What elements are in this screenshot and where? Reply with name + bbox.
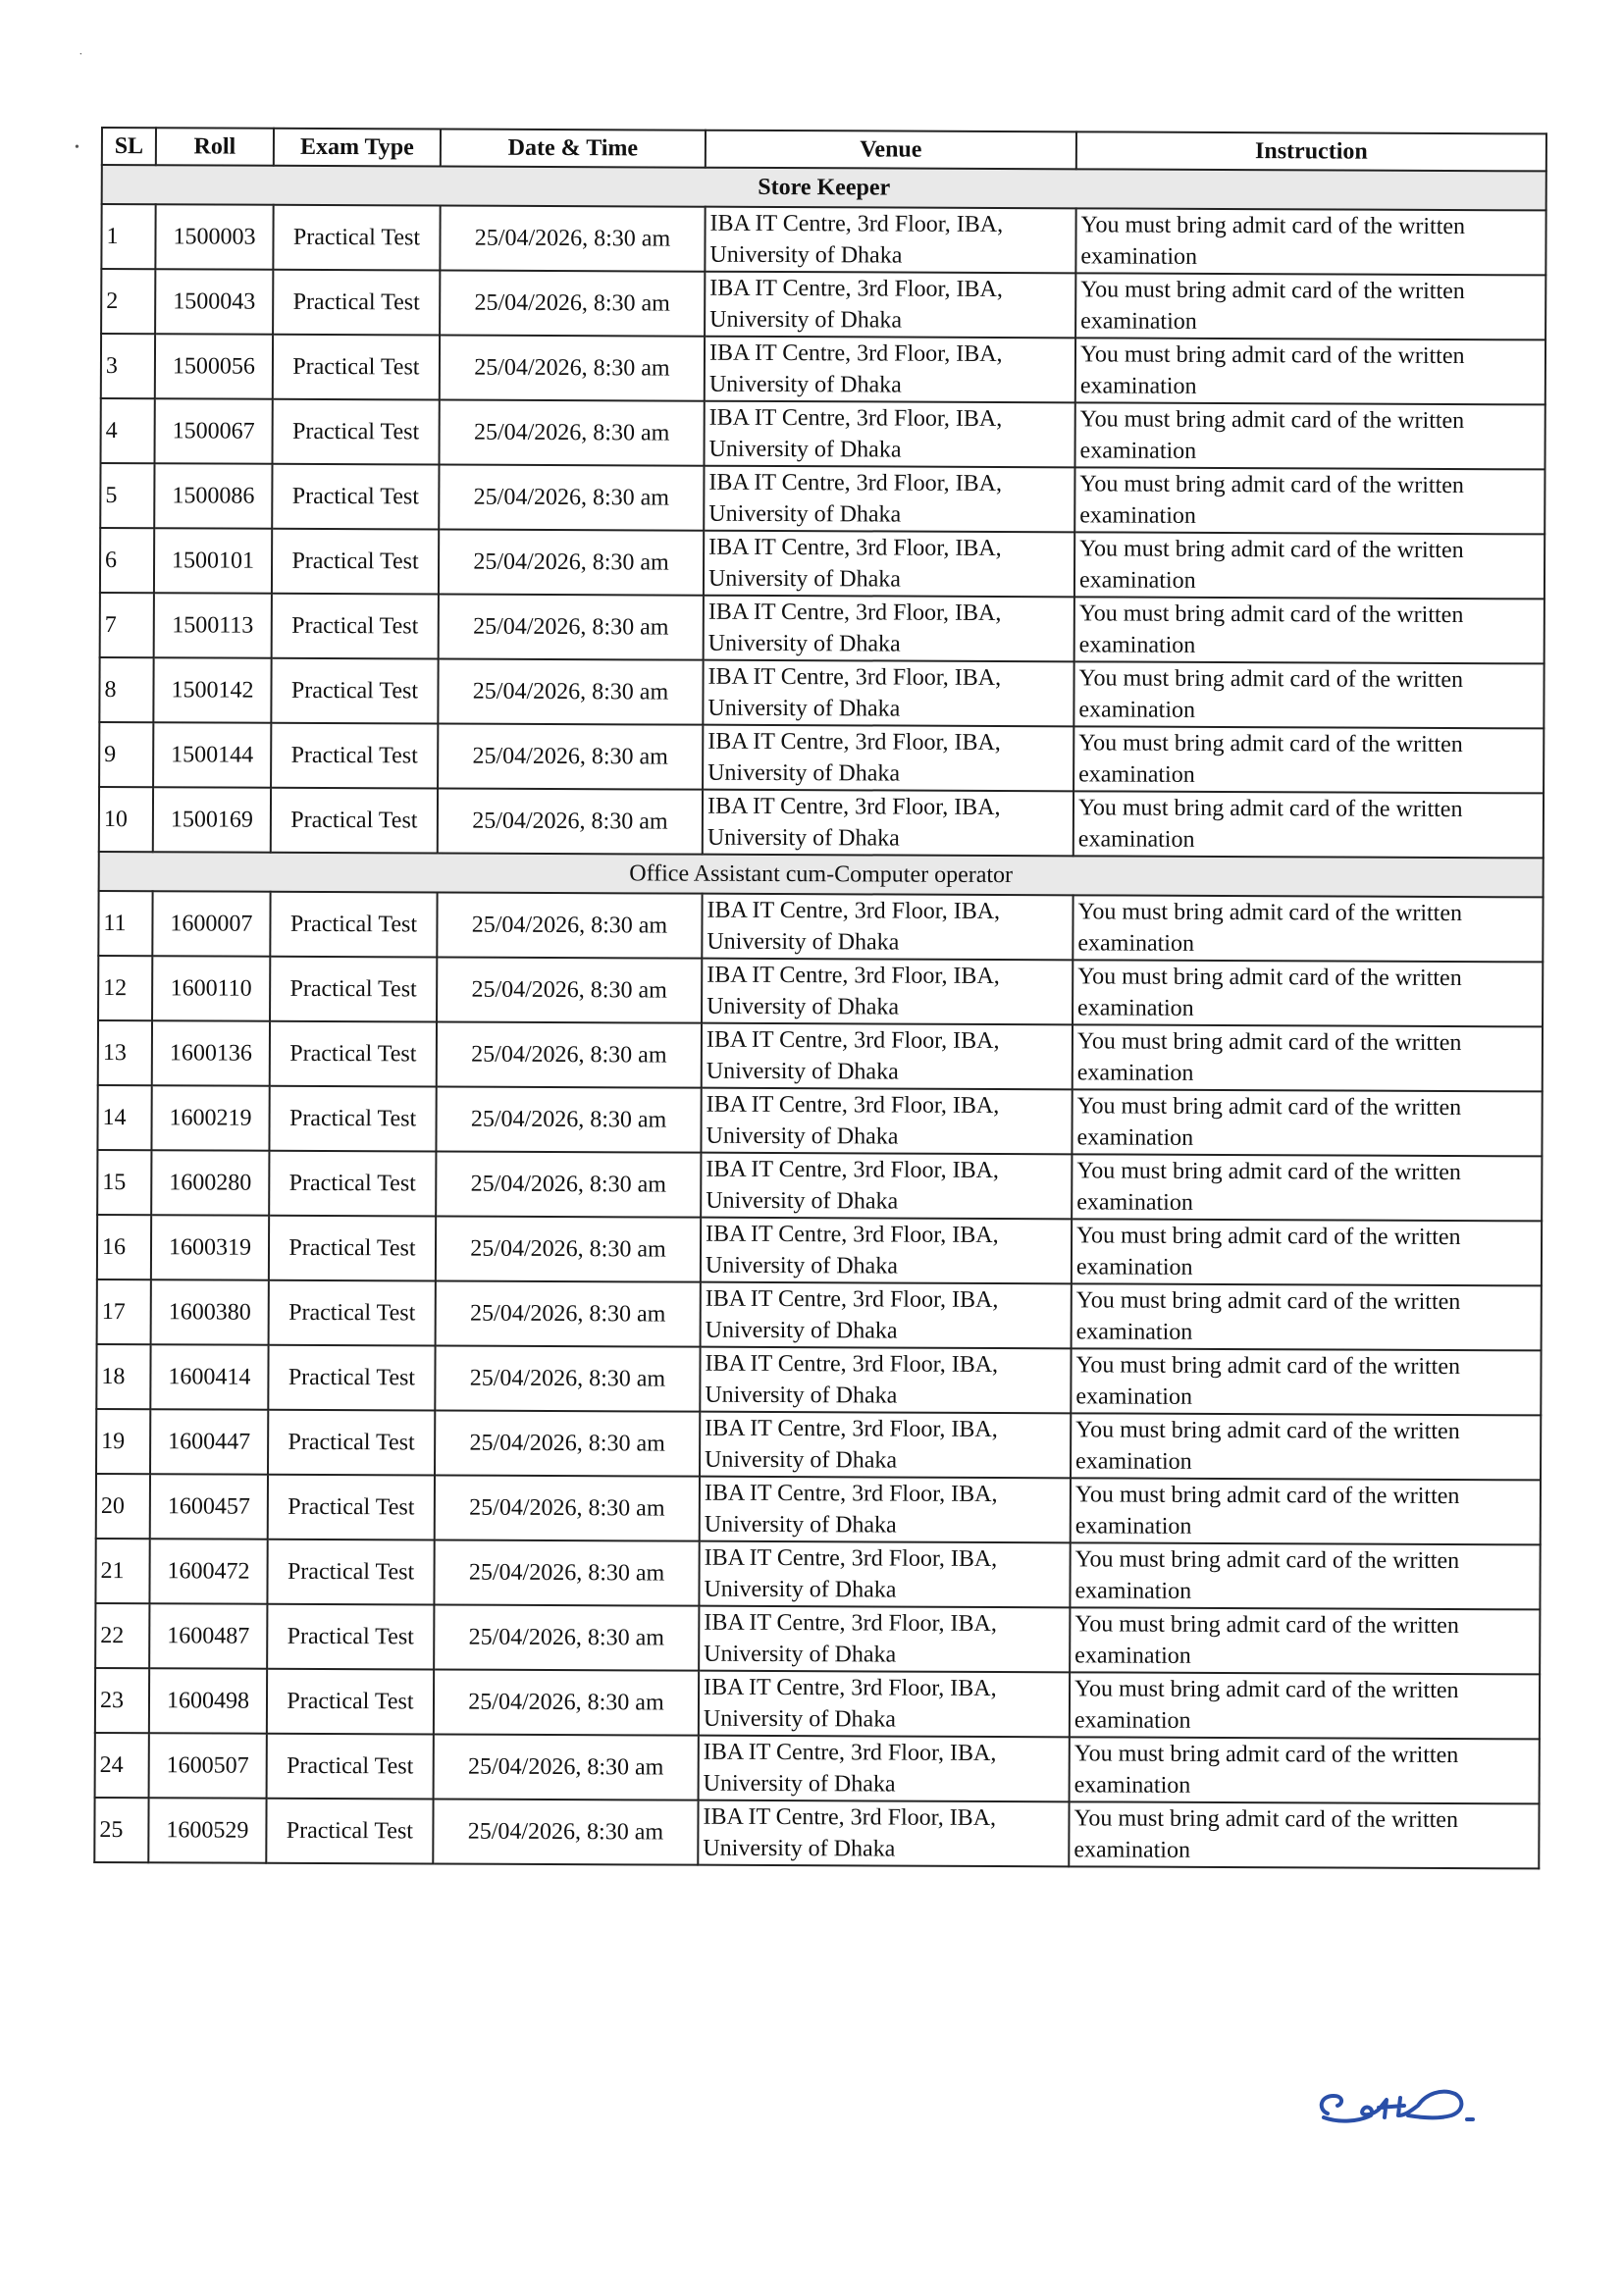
cell-instruction-line: examination	[1078, 632, 1196, 658]
cell-date-time: 25/04/2026, 8:30 am	[438, 724, 703, 790]
cell-instruction	[1073, 960, 1543, 1026]
cell-roll: 1500142	[153, 657, 271, 723]
cell-instruction-line: You must bring admit card of the written	[1079, 341, 1465, 370]
cell-venue-line: University of Dhaka	[705, 1252, 898, 1279]
cell-date-time: 25/04/2026, 8:30 am	[436, 1087, 701, 1153]
cell-instruction-line: You must bring admit card of the written	[1078, 730, 1463, 758]
cell-instruction	[1072, 1089, 1542, 1156]
cell-venue	[701, 1218, 1072, 1284]
header-date-time: Date & Time	[441, 130, 706, 168]
header-roll: Roll	[156, 128, 274, 166]
cell-venue	[704, 401, 1074, 468]
cell-instruction	[1073, 895, 1543, 962]
cell-roll: 1600380	[151, 1279, 269, 1345]
cell-instruction	[1069, 1801, 1539, 1868]
cell-venue-line: University of Dhaka	[706, 1187, 899, 1215]
cell-instruction-line: examination	[1079, 502, 1196, 529]
exam-schedule-table	[93, 127, 1547, 1869]
cell-roll: 1600110	[152, 956, 270, 1021]
cell-exam-type: Practical Test	[270, 892, 437, 958]
cell-venue-line: IBA IT Centre, 3rd Floor, IBA,	[708, 404, 1003, 433]
cell-exam-type: Practical Test	[266, 1799, 433, 1864]
cell-venue	[700, 1477, 1071, 1543]
cell-sl: 13	[98, 1020, 152, 1085]
cell-venue	[704, 596, 1074, 662]
cell-date-time: 25/04/2026, 8:30 am	[434, 1669, 699, 1735]
cell-roll: 1600219	[151, 1085, 269, 1151]
cell-venue	[705, 207, 1075, 274]
table-row	[95, 1733, 1540, 1803]
cell-venue	[703, 660, 1073, 727]
table-row	[100, 528, 1544, 599]
cell-venue-line: University of Dhaka	[704, 1576, 897, 1603]
cell-date-time: 25/04/2026, 8:30 am	[436, 1280, 701, 1346]
cell-venue-line: University of Dhaka	[707, 928, 900, 956]
table-row	[97, 1279, 1542, 1350]
section-row	[99, 852, 1544, 897]
cell-exam-type: Practical Test	[273, 270, 440, 336]
cell-instruction	[1070, 1737, 1540, 1803]
cell-venue	[699, 1736, 1070, 1802]
cell-venue	[699, 1541, 1070, 1608]
table-row	[100, 593, 1544, 663]
cell-sl: 5	[100, 463, 154, 528]
cell-exam-type: Practical Test	[267, 1734, 434, 1800]
cell-roll: 1600414	[150, 1344, 268, 1410]
cell-instruction-line: You must bring admit card of the written	[1079, 536, 1464, 564]
cell-venue-line: University of Dhaka	[708, 500, 902, 528]
cell-sl: 17	[97, 1279, 151, 1344]
cell-exam-type: Practical Test	[270, 957, 437, 1022]
cell-date-time: 25/04/2026, 8:30 am	[440, 400, 705, 466]
cell-instruction-line: examination	[1076, 1189, 1193, 1216]
cell-date-time: 25/04/2026, 8:30 am	[436, 1216, 701, 1281]
cell-roll: 1500003	[155, 204, 273, 270]
section-row	[102, 165, 1546, 210]
cell-exam-type: Practical Test	[269, 1216, 436, 1281]
cell-date-time: 25/04/2026, 8:30 am	[434, 1734, 699, 1800]
cell-instruction	[1072, 1219, 1542, 1285]
cell-exam-type: Practical Test	[267, 1669, 434, 1735]
cell-instruction-line: You must bring admit card of the written	[1076, 1028, 1462, 1057]
table-row	[98, 891, 1543, 962]
cell-instruction	[1074, 402, 1544, 469]
cell-roll: 1600319	[151, 1215, 269, 1280]
cell-instruction-line: examination	[1076, 1060, 1194, 1086]
cell-roll: 1600447	[150, 1409, 268, 1475]
cell-venue-line: University of Dhaka	[707, 565, 902, 593]
cell-instruction-line: examination	[1073, 1772, 1191, 1799]
cell-instruction	[1074, 597, 1544, 663]
cell-venue-line: University of Dhaka	[703, 1835, 896, 1862]
cell-date-time: 25/04/2026, 8:30 am	[436, 1151, 701, 1217]
cell-instruction	[1072, 1283, 1542, 1350]
cell-venue-line: University of Dhaka	[706, 1058, 899, 1085]
cell-venue-line: IBA IT Centre, 3rd Floor, IBA,	[704, 1544, 998, 1572]
cell-sl: 25	[94, 1798, 148, 1862]
cell-sl: 7	[100, 593, 154, 657]
cell-date-time: 25/04/2026, 8:30 am	[440, 206, 705, 272]
cell-date-time: 25/04/2026, 8:30 am	[440, 336, 705, 401]
cell-instruction	[1071, 1478, 1541, 1544]
cell-venue-line: IBA IT Centre, 3rd Floor, IBA,	[709, 210, 1004, 238]
cell-instruction	[1073, 726, 1544, 793]
header-sl: SL	[102, 128, 156, 165]
cell-venue-line: IBA IT Centre, 3rd Floor, IBA,	[703, 1803, 997, 1831]
section-title: Store Keeper	[102, 165, 1546, 210]
cell-exam-type: Practical Test	[267, 1604, 434, 1670]
cell-date-time: 25/04/2026, 8:30 am	[433, 1799, 698, 1864]
table-row	[100, 463, 1544, 534]
cell-venue-line: IBA IT Centre, 3rd Floor, IBA,	[704, 1674, 997, 1701]
cell-sl: 22	[95, 1603, 149, 1668]
cell-roll: 1500056	[155, 334, 273, 399]
cell-venue	[700, 1347, 1071, 1414]
cell-venue	[702, 959, 1073, 1025]
cell-instruction-line: You must bring admit card of the written	[1075, 1287, 1461, 1316]
cell-venue-line: University of Dhaka	[708, 436, 902, 463]
cell-exam-type: Practical Test	[273, 205, 440, 271]
cell-roll: 1600498	[149, 1668, 267, 1734]
cell-venue-line: IBA IT Centre, 3rd Floor, IBA,	[705, 1415, 998, 1442]
cell-instruction-line: examination	[1077, 826, 1195, 853]
cell-instruction	[1072, 1154, 1542, 1221]
cell-instruction-line: examination	[1074, 1643, 1191, 1669]
table-row	[96, 1474, 1541, 1544]
cell-venue	[701, 1088, 1072, 1155]
cell-venue-line: University of Dhaka	[703, 1705, 896, 1733]
cell-roll: 1500144	[153, 722, 271, 788]
cell-instruction-line: You must bring admit card of the written	[1079, 471, 1464, 499]
cell-instruction	[1074, 467, 1544, 534]
cell-instruction-line: examination	[1074, 1513, 1192, 1539]
cell-venue-line: IBA IT Centre, 3rd Floor, IBA,	[706, 1221, 999, 1249]
cell-date-time: 25/04/2026, 8:30 am	[438, 659, 703, 725]
table-header	[102, 128, 1546, 171]
cell-instruction	[1074, 532, 1544, 599]
cell-instruction	[1075, 273, 1545, 339]
cell-instruction-line: You must bring admit card of the written	[1080, 277, 1465, 305]
cell-roll: 1600472	[149, 1539, 267, 1604]
cell-venue-line: University of Dhaka	[706, 1122, 899, 1150]
cell-exam-type: Practical Test	[267, 1539, 434, 1605]
cell-exam-type: Practical Test	[269, 1151, 436, 1217]
cell-date-time: 25/04/2026, 8:30 am	[435, 1475, 700, 1540]
cell-exam-type: Practical Test	[272, 594, 439, 659]
cell-instruction-line: examination	[1075, 1448, 1192, 1475]
cell-date-time: 25/04/2026, 8:30 am	[434, 1539, 699, 1605]
cell-roll: 1600487	[149, 1603, 267, 1669]
cell-sl: 20	[96, 1474, 150, 1539]
cell-venue	[699, 1606, 1070, 1673]
table-row	[99, 787, 1544, 858]
table-row	[98, 1020, 1543, 1091]
cell-sl: 23	[95, 1668, 149, 1733]
cell-date-time: 25/04/2026, 8:30 am	[440, 271, 705, 337]
cell-exam-type: Practical Test	[268, 1345, 435, 1411]
cell-sl: 19	[96, 1409, 150, 1474]
cell-venue-line: IBA IT Centre, 3rd Floor, IBA,	[706, 1026, 1000, 1055]
cell-venue	[705, 337, 1075, 403]
cell-date-time: 25/04/2026, 8:30 am	[437, 893, 702, 959]
cell-instruction-line: You must bring admit card of the written	[1076, 1223, 1461, 1251]
table-row	[95, 1668, 1540, 1739]
table-row	[97, 1085, 1542, 1156]
cell-instruction-line: examination	[1078, 697, 1196, 723]
cell-instruction-line: examination	[1074, 1578, 1192, 1604]
cell-venue	[703, 790, 1073, 857]
cell-date-time: 25/04/2026, 8:30 am	[435, 1410, 700, 1476]
table-row	[94, 1798, 1539, 1868]
cell-instruction	[1071, 1413, 1541, 1480]
table-row	[95, 1539, 1540, 1609]
cell-instruction	[1073, 791, 1544, 858]
table-row	[101, 398, 1545, 469]
cell-sl: 21	[95, 1539, 149, 1603]
cell-instruction-line: examination	[1077, 995, 1194, 1021]
cell-date-time: 25/04/2026, 8:30 am	[434, 1604, 699, 1670]
cell-sl: 9	[99, 722, 153, 787]
cell-venue	[702, 894, 1073, 961]
cell-instruction	[1073, 661, 1544, 728]
cell-instruction-line: examination	[1080, 243, 1198, 270]
cell-roll: 1600457	[150, 1474, 268, 1539]
cell-venue-line: IBA IT Centre, 3rd Floor, IBA,	[705, 1285, 999, 1314]
scan-speck: •	[75, 140, 79, 155]
cell-roll: 1500086	[154, 463, 272, 529]
cell-instruction-line: You must bring admit card of the written	[1073, 1805, 1459, 1834]
cell-venue-line: University of Dhaka	[707, 695, 901, 722]
cell-venue-line: University of Dhaka	[707, 824, 900, 852]
cell-venue-line: University of Dhaka	[708, 371, 902, 398]
cell-venue	[702, 1023, 1073, 1090]
cell-venue-line: University of Dhaka	[707, 759, 901, 787]
cell-instruction-line: examination	[1073, 1707, 1191, 1734]
cell-exam-type: Practical Test	[271, 723, 438, 789]
cell-sl: 18	[96, 1344, 150, 1409]
cell-instruction	[1075, 338, 1545, 404]
cell-instruction-line: You must bring admit card of the written	[1076, 1158, 1461, 1186]
cell-instruction-line: You must bring admit card of the written	[1077, 964, 1462, 992]
cell-roll: 1600136	[152, 1020, 270, 1086]
cell-roll: 1500043	[155, 269, 273, 335]
cell-exam-type: Practical Test	[270, 1021, 437, 1087]
table-row	[99, 722, 1544, 793]
cell-venue	[704, 531, 1074, 598]
cell-instruction-line: You must bring admit card of the written	[1074, 1482, 1460, 1510]
cell-instruction	[1075, 208, 1545, 275]
cell-instruction-line: You must bring admit card of the written	[1075, 1352, 1461, 1381]
cell-venue-line: IBA IT Centre, 3rd Floor, IBA,	[705, 1350, 999, 1379]
cell-date-time: 25/04/2026, 8:30 am	[439, 465, 704, 531]
cell-roll: 1500113	[154, 593, 272, 658]
section-title: Office Assistant cum-Computer operator	[99, 852, 1544, 897]
cell-roll: 1600280	[151, 1150, 269, 1216]
cell-instruction-line: You must bring admit card of the written	[1080, 212, 1466, 240]
cell-venue-line: IBA IT Centre, 3rd Floor, IBA,	[704, 1480, 998, 1507]
signature-mark	[1310, 2070, 1487, 2139]
cell-venue-line: IBA IT Centre, 3rd Floor, IBA,	[708, 469, 1003, 497]
cell-venue	[705, 272, 1075, 339]
cell-instruction-line: You must bring admit card of the written	[1078, 600, 1464, 629]
table-body	[94, 165, 1546, 1868]
cell-sl: 2	[101, 269, 155, 334]
cell-roll: 1600507	[149, 1733, 267, 1799]
table-row	[96, 1344, 1541, 1415]
cell-venue	[698, 1800, 1069, 1867]
cell-venue	[701, 1282, 1072, 1349]
cell-sl: 14	[97, 1085, 151, 1150]
cell-roll: 1600007	[152, 891, 270, 957]
table-row	[98, 956, 1543, 1026]
cell-sl: 8	[99, 657, 153, 722]
cell-date-time: 25/04/2026, 8:30 am	[439, 595, 704, 660]
cell-venue	[704, 466, 1074, 533]
cell-instruction-line: examination	[1077, 930, 1195, 957]
table-row	[95, 1603, 1540, 1674]
cell-venue-line: University of Dhaka	[707, 630, 901, 657]
cell-instruction-line: examination	[1075, 1254, 1193, 1280]
cell-sl: 1	[101, 204, 155, 269]
scan-speck: ˙	[79, 51, 83, 66]
cell-instruction	[1070, 1542, 1540, 1609]
cell-instruction-line: examination	[1073, 1837, 1191, 1863]
header-exam-type: Exam Type	[274, 129, 441, 167]
cell-venue-line: University of Dhaka	[704, 1511, 897, 1539]
cell-instruction-line: You must bring admit card of the written	[1074, 1611, 1459, 1640]
cell-venue-line: IBA IT Centre, 3rd Floor, IBA,	[707, 663, 1002, 692]
cell-date-time: 25/04/2026, 8:30 am	[435, 1345, 700, 1411]
cell-instruction-line: You must bring admit card of the written	[1079, 406, 1465, 435]
cell-venue-line: University of Dhaka	[703, 1770, 896, 1798]
cell-sl: 3	[101, 334, 155, 398]
table-row	[101, 204, 1545, 275]
cell-instruction-line: You must bring admit card of the written	[1075, 1417, 1460, 1445]
table-row	[101, 334, 1545, 404]
cell-date-time: 25/04/2026, 8:30 am	[439, 530, 704, 596]
cell-sl: 11	[98, 891, 152, 956]
cell-instruction	[1071, 1348, 1541, 1415]
cell-venue	[703, 725, 1073, 792]
cell-instruction-line: examination	[1079, 438, 1197, 464]
header-instruction: Instruction	[1076, 131, 1546, 171]
cell-venue-line: IBA IT Centre, 3rd Floor, IBA,	[707, 728, 1001, 757]
cell-sl: 10	[99, 787, 153, 852]
cell-venue	[701, 1153, 1072, 1220]
cell-roll: 1500067	[155, 398, 273, 464]
cell-instruction-line: You must bring admit card of the written	[1077, 795, 1463, 823]
cell-instruction	[1070, 1607, 1540, 1674]
cell-exam-type: Practical Test	[273, 335, 440, 400]
cell-venue-line: IBA IT Centre, 3rd Floor, IBA,	[707, 793, 1001, 821]
cell-instruction	[1073, 1024, 1543, 1091]
cell-instruction-line: examination	[1075, 1383, 1193, 1410]
cell-exam-type: Practical Test	[268, 1475, 435, 1540]
cell-venue-line: IBA IT Centre, 3rd Floor, IBA,	[706, 1156, 1000, 1184]
cell-venue-line: IBA IT Centre, 3rd Floor, IBA,	[707, 897, 1001, 925]
cell-exam-type: Practical Test	[269, 1280, 436, 1346]
cell-venue	[699, 1671, 1070, 1738]
cell-instruction-line: examination	[1078, 761, 1195, 788]
cell-sl: 16	[97, 1215, 151, 1279]
cell-roll: 1500101	[154, 528, 272, 594]
cell-roll: 1500169	[153, 787, 271, 853]
cell-exam-type: Practical Test	[272, 529, 439, 595]
cell-venue-line: University of Dhaka	[704, 1641, 897, 1668]
cell-exam-type: Practical Test	[273, 399, 440, 465]
cell-instruction-line: You must bring admit card of the written	[1078, 665, 1464, 694]
cell-instruction-line: You must bring admit card of the written	[1077, 899, 1463, 927]
cell-date-time: 25/04/2026, 8:30 am	[437, 958, 702, 1023]
cell-venue-line: IBA IT Centre, 3rd Floor, IBA,	[709, 275, 1003, 303]
cell-exam-type: Practical Test	[271, 658, 438, 724]
cell-exam-type: Practical Test	[271, 788, 438, 854]
table-row	[99, 657, 1544, 728]
cell-sl: 15	[97, 1150, 151, 1215]
cell-venue-line: IBA IT Centre, 3rd Floor, IBA,	[707, 599, 1002, 627]
cell-venue-line: University of Dhaka	[705, 1382, 898, 1409]
cell-venue-line: University of Dhaka	[707, 993, 900, 1020]
cell-venue-line: IBA IT Centre, 3rd Floor, IBA,	[708, 339, 1003, 368]
cell-exam-type: Practical Test	[268, 1410, 435, 1476]
cell-instruction-line: examination	[1076, 1124, 1194, 1151]
cell-venue-line: University of Dhaka	[705, 1446, 898, 1474]
cell-exam-type: Practical Test	[269, 1086, 436, 1152]
cell-exam-type: Practical Test	[272, 464, 439, 530]
table-row	[96, 1409, 1541, 1480]
cell-instruction-line: You must bring admit card of the written	[1074, 1676, 1459, 1704]
cell-venue-line: University of Dhaka	[709, 241, 903, 269]
cell-instruction-line: You must bring admit card of the written	[1074, 1546, 1460, 1575]
table-row	[97, 1150, 1542, 1221]
cell-date-time: 25/04/2026, 8:30 am	[438, 789, 703, 855]
header-venue: Venue	[706, 130, 1076, 170]
cell-venue-line: University of Dhaka	[705, 1317, 898, 1344]
cell-instruction-line: examination	[1075, 1319, 1193, 1345]
cell-sl: 4	[101, 398, 155, 463]
cell-roll: 1600529	[148, 1798, 266, 1863]
table-row	[97, 1215, 1542, 1285]
cell-venue-line: IBA IT Centre, 3rd Floor, IBA,	[704, 1609, 997, 1637]
cell-instruction-line: examination	[1078, 567, 1196, 594]
cell-venue-line: IBA IT Centre, 3rd Floor, IBA,	[703, 1739, 997, 1766]
cell-venue-line: IBA IT Centre, 3rd Floor, IBA,	[707, 962, 1000, 990]
cell-instruction-line: You must bring admit card of the written	[1076, 1093, 1462, 1122]
cell-instruction-line: examination	[1080, 308, 1197, 335]
cell-date-time: 25/04/2026, 8:30 am	[437, 1022, 702, 1088]
table-row	[101, 269, 1545, 339]
cell-instruction-line: You must bring admit card of the written	[1073, 1741, 1459, 1769]
cell-venue	[700, 1412, 1071, 1479]
cell-sl: 6	[100, 528, 154, 593]
cell-venue-line: IBA IT Centre, 3rd Floor, IBA,	[706, 1091, 1000, 1120]
cell-venue-line: University of Dhaka	[709, 306, 903, 334]
cell-instruction-line: examination	[1079, 373, 1197, 399]
cell-instruction	[1070, 1672, 1540, 1739]
cell-venue-line: IBA IT Centre, 3rd Floor, IBA,	[708, 534, 1002, 562]
cell-sl: 24	[95, 1733, 149, 1798]
cell-sl: 12	[98, 956, 152, 1020]
